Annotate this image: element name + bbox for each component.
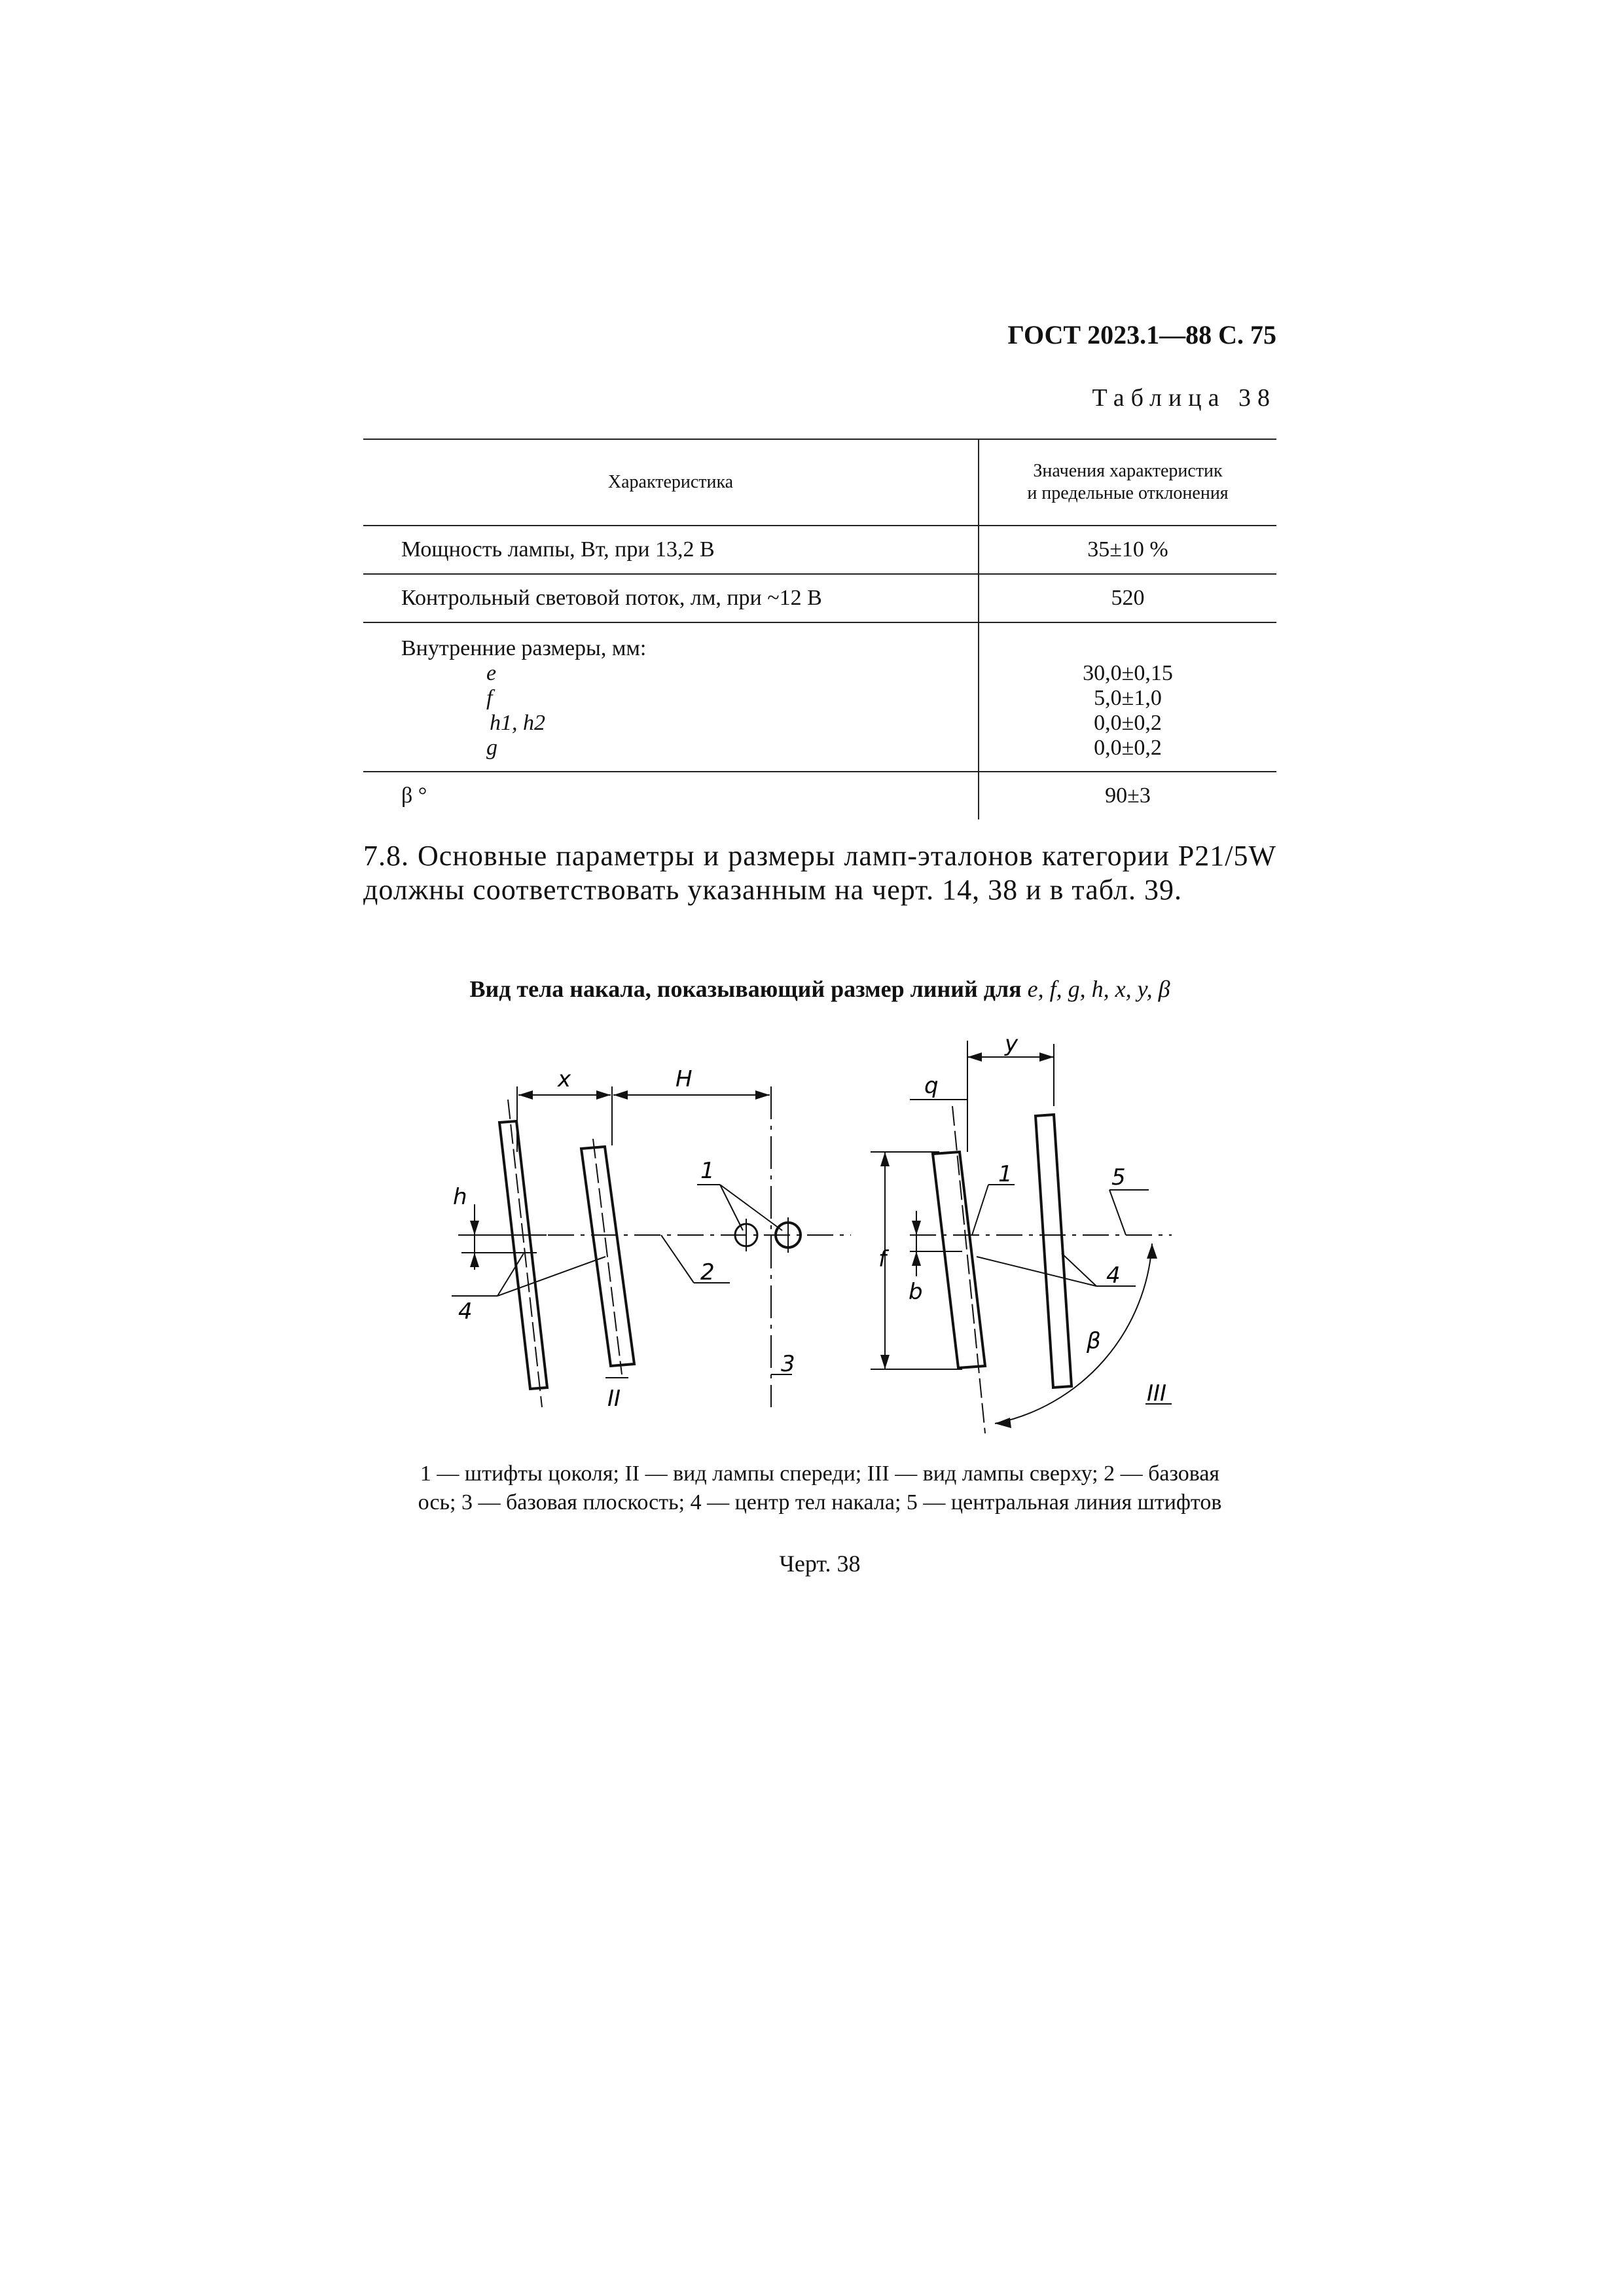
characteristics-table — [363, 439, 1276, 819]
filament-axis — [508, 1100, 542, 1407]
leader-4 — [497, 1257, 605, 1296]
row-name: Внутренние размеры, мм: — [401, 636, 647, 660]
label-1-front: 1 — [700, 1158, 715, 1184]
top-view — [871, 1041, 1172, 1433]
filament-axis — [952, 1106, 985, 1433]
filament-top-right — [1036, 1115, 1072, 1388]
table-row — [363, 772, 1276, 819]
leader-4 — [977, 1257, 1096, 1286]
arrow — [613, 1090, 628, 1100]
column-header-values-line1: Значения характеристик — [1033, 461, 1223, 481]
arrow — [596, 1090, 611, 1100]
front-view — [452, 1086, 851, 1407]
dim-f-value: 5,0±1,0 — [1094, 686, 1162, 710]
label-b: b — [909, 1279, 923, 1305]
arrow — [1147, 1244, 1157, 1259]
label-4-front: 4 — [458, 1299, 473, 1325]
label-II: II — [607, 1386, 621, 1412]
pin-outline — [735, 1224, 757, 1246]
label-H: H — [676, 1066, 693, 1092]
arrow — [470, 1221, 479, 1235]
page-header: ГОСТ 2023.1—88 С. 75 — [1007, 320, 1276, 350]
arrow — [912, 1251, 921, 1266]
arrow — [1039, 1052, 1054, 1062]
legend-line-2: ось; 3 — базовая плоскость; 4 — центр тел накала; 5 — центральная линия штифтов — [418, 1490, 1222, 1515]
leader-1 — [720, 1185, 743, 1230]
label-h: h — [453, 1184, 467, 1210]
row-dimension-values — [979, 622, 1276, 772]
pin-outline — [776, 1223, 801, 1247]
dim-e-value: 30,0±0,15 — [1083, 661, 1173, 685]
dim-g-value: 0,0±0,2 — [1094, 736, 1162, 760]
arrow — [755, 1090, 770, 1100]
filament-axis — [593, 1139, 622, 1374]
figure-legend — [363, 1460, 1276, 1517]
dim-e: e — [486, 661, 497, 685]
row-value: 520 — [979, 574, 1276, 622]
arrow — [912, 1221, 921, 1235]
label-4-top: 4 — [1106, 1263, 1121, 1289]
table-caption: Таблица 38 — [1092, 384, 1276, 412]
arrow — [880, 1152, 890, 1166]
figure-title-symbols: e, f, g, h, x, y, β — [1027, 976, 1170, 1002]
leader-4 — [1062, 1253, 1096, 1286]
filament-top-left — [933, 1152, 985, 1368]
label-x: x — [558, 1066, 571, 1092]
figure-caption: Черт. 38 — [779, 1551, 861, 1577]
label-1-top: 1 — [998, 1161, 1013, 1187]
dim-g: g — [486, 736, 497, 760]
arrow — [880, 1355, 890, 1369]
label-2: 2 — [700, 1259, 715, 1285]
leader-1 — [972, 1185, 988, 1235]
label-beta: β — [1087, 1328, 1101, 1354]
arrow — [995, 1418, 1011, 1428]
row-value: 35±10 % — [979, 526, 1276, 574]
row-name: β ° — [363, 772, 979, 819]
dim-h1-h2: h1, h2 — [490, 711, 545, 735]
row-name: Контрольный световой поток, лм, при ~12 В — [363, 574, 979, 622]
paragraph-7-8: 7.8. Основные параметры и размеры ламп-эталонов категории P21/5W должны соответствовать указанным на черт. 14, 38 и в табл. 39. — [363, 840, 1276, 906]
figure-title-text: Вид тела накала, показывающий размер линий для — [469, 976, 1022, 1002]
column-header-values-line2: и предельные отклонения — [1027, 483, 1229, 503]
arrow — [518, 1090, 533, 1100]
filament-front-right — [581, 1147, 634, 1366]
table-row — [363, 622, 1276, 772]
row-value: 90±3 — [1105, 783, 1151, 808]
filament-front-left — [499, 1121, 547, 1389]
legend-line-1: 1 — штифты цоколя; II — вид лампы спереди; III — вид лампы сверху; 2 — базовая — [420, 1462, 1220, 1486]
leader-4 — [497, 1253, 524, 1296]
dim-h-value: 0,0±0,2 — [1094, 711, 1162, 735]
leader-2 — [661, 1235, 694, 1283]
label-3: 3 — [781, 1351, 795, 1377]
table-row — [363, 526, 1276, 574]
label-q: q — [924, 1073, 939, 1099]
label-5: 5 — [1111, 1164, 1126, 1191]
label-III: III — [1147, 1380, 1167, 1407]
arrow — [470, 1253, 479, 1267]
table-row — [363, 574, 1276, 622]
label-f: f — [878, 1246, 886, 1272]
leader-5 — [1109, 1190, 1126, 1235]
row-dimensions — [363, 622, 979, 772]
row-name: Мощность лампы, Вт, при 13,2 В — [363, 526, 979, 574]
column-header-characteristic: Характеристика — [363, 439, 979, 526]
column-header-values — [979, 439, 1276, 526]
label-y: y — [1005, 1031, 1018, 1057]
figure-title — [363, 975, 1276, 1003]
dim-f: f — [486, 686, 493, 710]
leader-1 — [720, 1185, 782, 1230]
arrow — [967, 1052, 982, 1062]
beta-arc — [995, 1244, 1152, 1424]
